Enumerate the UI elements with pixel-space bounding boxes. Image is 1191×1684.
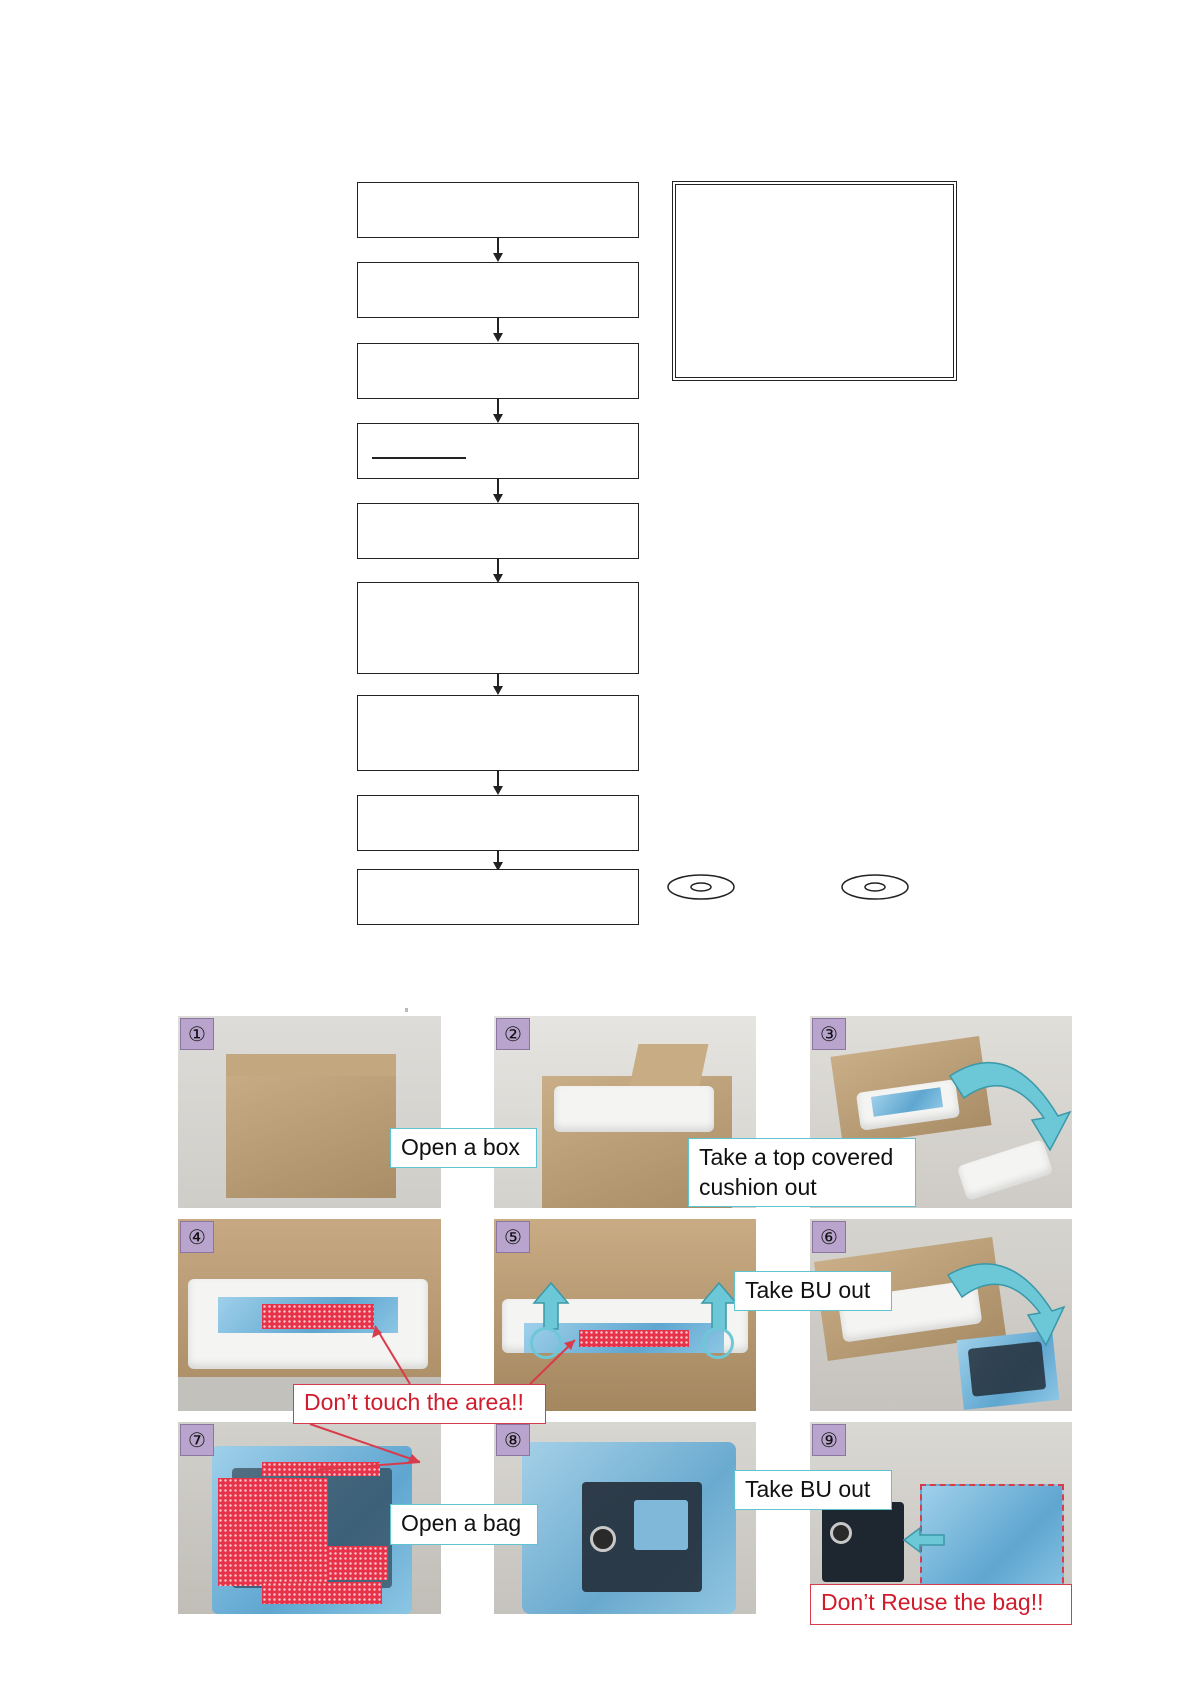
- flow-step-7: [357, 695, 639, 771]
- no-touch-area: [328, 1546, 388, 1580]
- flow-arrow-icon: [493, 786, 503, 795]
- no-touch-area: [218, 1478, 328, 1586]
- no-touch-area: [262, 1582, 382, 1604]
- step-number-badge: ⑥: [812, 1221, 846, 1253]
- callout-take-cushion: [688, 1138, 916, 1207]
- up-arrow-icon: [532, 1281, 570, 1331]
- flow-connector: [497, 399, 499, 415]
- grip-circle-icon: [530, 1327, 562, 1359]
- flow-step-8: [357, 795, 639, 851]
- disc-icon: [839, 872, 911, 902]
- flow-arrow-icon: [493, 686, 503, 695]
- flow-connector: [497, 318, 499, 334]
- callout-open-box: Open a box: [390, 1128, 537, 1168]
- flow-connector: [497, 771, 499, 787]
- no-touch-area: [262, 1462, 380, 1476]
- bu-unit-image: [968, 1341, 1047, 1396]
- flow-connector: [497, 238, 499, 254]
- photo-step-1: [178, 1016, 441, 1208]
- flow-arrow-icon: [493, 253, 503, 262]
- lens-image: [590, 1526, 616, 1552]
- step-number-badge: ⑨: [812, 1424, 846, 1456]
- curved-arrow-icon: [942, 1249, 1072, 1349]
- callout-take-cushion-line1: Take a top covered: [699, 1144, 894, 1170]
- box-flap-image: [630, 1044, 709, 1086]
- flow-arrow-icon: [493, 494, 503, 503]
- no-touch-area: [579, 1330, 689, 1347]
- flow-connector: [497, 479, 499, 495]
- flow-step-4: [357, 423, 639, 479]
- photo-step-5: [494, 1219, 756, 1411]
- flow-arrow-icon: [493, 414, 503, 423]
- up-arrow-icon: [700, 1281, 738, 1331]
- speck-mark: [405, 1008, 408, 1012]
- disc-icon: [665, 872, 737, 902]
- step-number-badge: ①: [180, 1018, 214, 1050]
- curved-arrow-icon: [940, 1046, 1072, 1156]
- photo-step-6: [810, 1219, 1072, 1411]
- photo-step-4: [178, 1219, 441, 1411]
- note-box: [672, 181, 957, 381]
- lens-image: [830, 1522, 852, 1544]
- flow-step-2: [357, 262, 639, 318]
- flow-step-6: [357, 582, 639, 674]
- step-number-badge: ④: [180, 1221, 214, 1253]
- callout-take-bu-out: Take BU out: [734, 1271, 892, 1311]
- step-number-badge: ⑦: [180, 1424, 214, 1456]
- grip-circle-icon: [702, 1327, 734, 1359]
- underline-mark: [372, 457, 466, 459]
- flow-arrow-icon: [493, 333, 503, 342]
- cardboard-box-image: [226, 1058, 396, 1198]
- foam-cushion-image: [554, 1086, 714, 1132]
- step-number-badge: ⑤: [496, 1221, 530, 1253]
- step-number-badge: ⑧: [496, 1424, 530, 1456]
- step-number-badge: ③: [812, 1018, 846, 1050]
- flow-connector: [497, 559, 499, 575]
- warning-dont-touch: Don’t touch the area!!: [293, 1384, 546, 1424]
- step-number-badge: ②: [496, 1018, 530, 1050]
- flow-step-3: [357, 343, 639, 399]
- callout-open-bag: Open a bag: [390, 1504, 538, 1545]
- flow-step-9: [357, 869, 639, 925]
- box-flap-image: [226, 1054, 396, 1076]
- warning-dont-reuse-bag: Don’t Reuse the bag!!: [810, 1584, 1072, 1625]
- flow-step-1: [357, 182, 639, 238]
- left-arrow-icon: [902, 1526, 946, 1554]
- callout-take-cushion-line2: cushion out: [699, 1174, 817, 1200]
- unit-window-image: [634, 1500, 688, 1550]
- callout-take-bu-out: Take BU out: [734, 1470, 892, 1510]
- no-touch-area: [262, 1304, 374, 1329]
- flow-step-5: [357, 503, 639, 559]
